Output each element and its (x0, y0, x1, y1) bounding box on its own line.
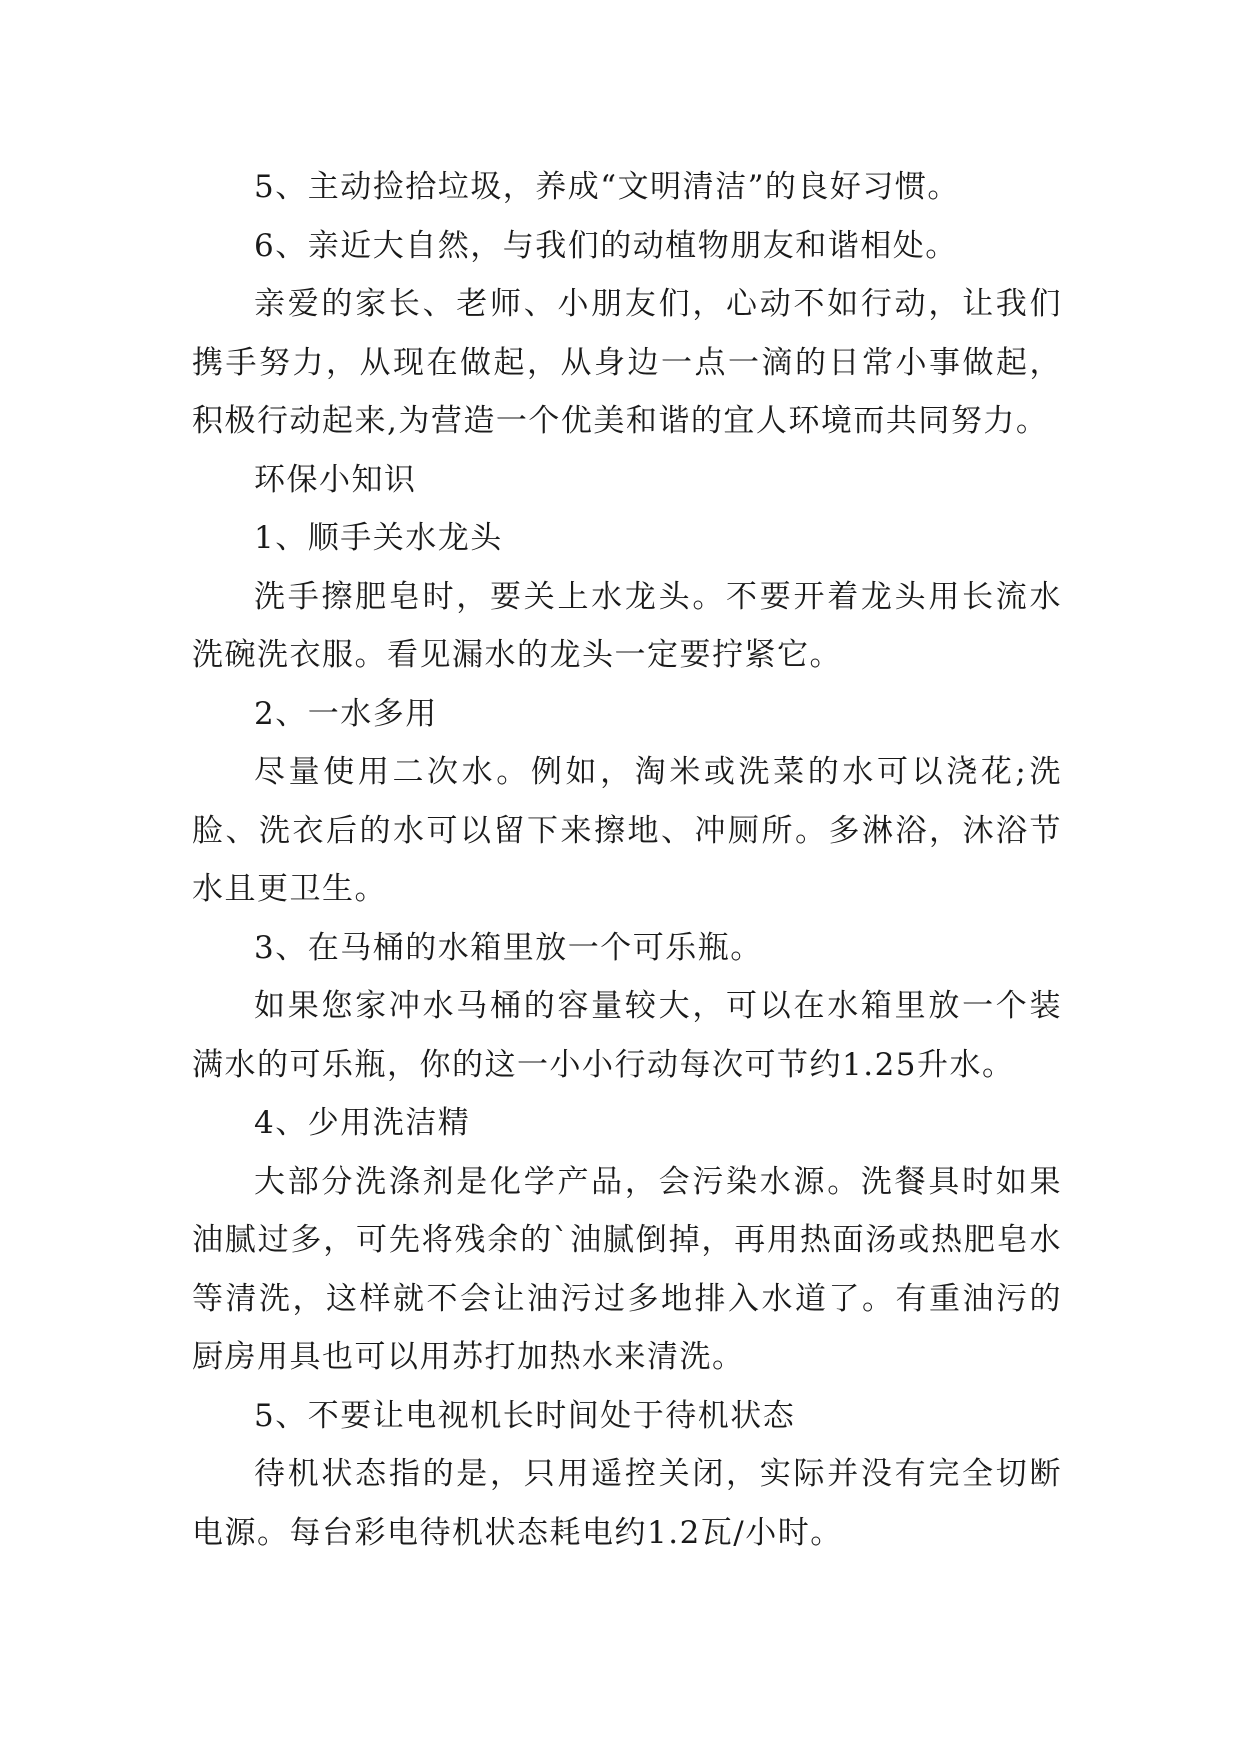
tip-heading-3: 3、在马桶的水箱里放一个可乐瓶。 (254, 929, 763, 966)
section-heading-eco-tips: 环保小知识 (254, 461, 417, 498)
paragraph-item-6-nature: 6、亲近大自然，与我们的动植物朋友和谐相处。 (254, 227, 958, 264)
paragraph-item-5-litter: 5、主动捡拾垃圾，养成“文明清洁”的良好习惯。 (254, 169, 960, 205)
document-body (192, 158, 1062, 1562)
tip-body-4: 大部分洗涤剂是化学产品，会污染水源。洗餐具时如果油腻过多，可先将残余的`油腻倒掉，再用热面汤或热肥皂水等清洗，这样就不会让油污过多地排入水道了。有重油污的厨房用具也可以用苏打加热水来清洗。 (192, 1163, 1062, 1375)
tip-heading-1: 1、顺手关水龙头 (254, 520, 503, 556)
tip-body-3: 如果您家冲水马桶的容量较大，可以在水箱里放一个装满水的可乐瓶，你的这一小小行动每次可节约1.25升水。 (192, 988, 1062, 1083)
paragraph-appeal: 亲爱的家长、老师、小朋友们，心动不如行动，让我们携手努力，从现在做起，从身边一点一滴的日常小事做起，积极行动起来,为营造一个优美和谐的宜人环境而共同努力。 (192, 286, 1062, 439)
tip-body-1: 洗手擦肥皂时，要关上水龙头。不要开着龙头用长流水洗碗洗衣服。看见漏水的龙头一定要拧紧它。 (192, 578, 1062, 673)
tip-body-2: 尽量使用二次水。例如，淘米或洗菜的水可以浇花;洗脸、洗衣后的水可以留下来擦地、冲厕所。多淋浴，沐浴节水且更卫生。 (192, 754, 1062, 907)
tip-heading-2: 2、一水多用 (254, 695, 438, 732)
tip-heading-5: 5、不要让电视机长时间处于待机状态 (254, 1397, 796, 1434)
tip-heading-4: 4、少用洗洁精 (254, 1105, 471, 1141)
tip-body-5: 待机状态指的是，只用遥控关闭，实际并没有完全切断电源。每台彩电待机状态耗电约1.2瓦/小时。 (192, 1456, 1062, 1551)
